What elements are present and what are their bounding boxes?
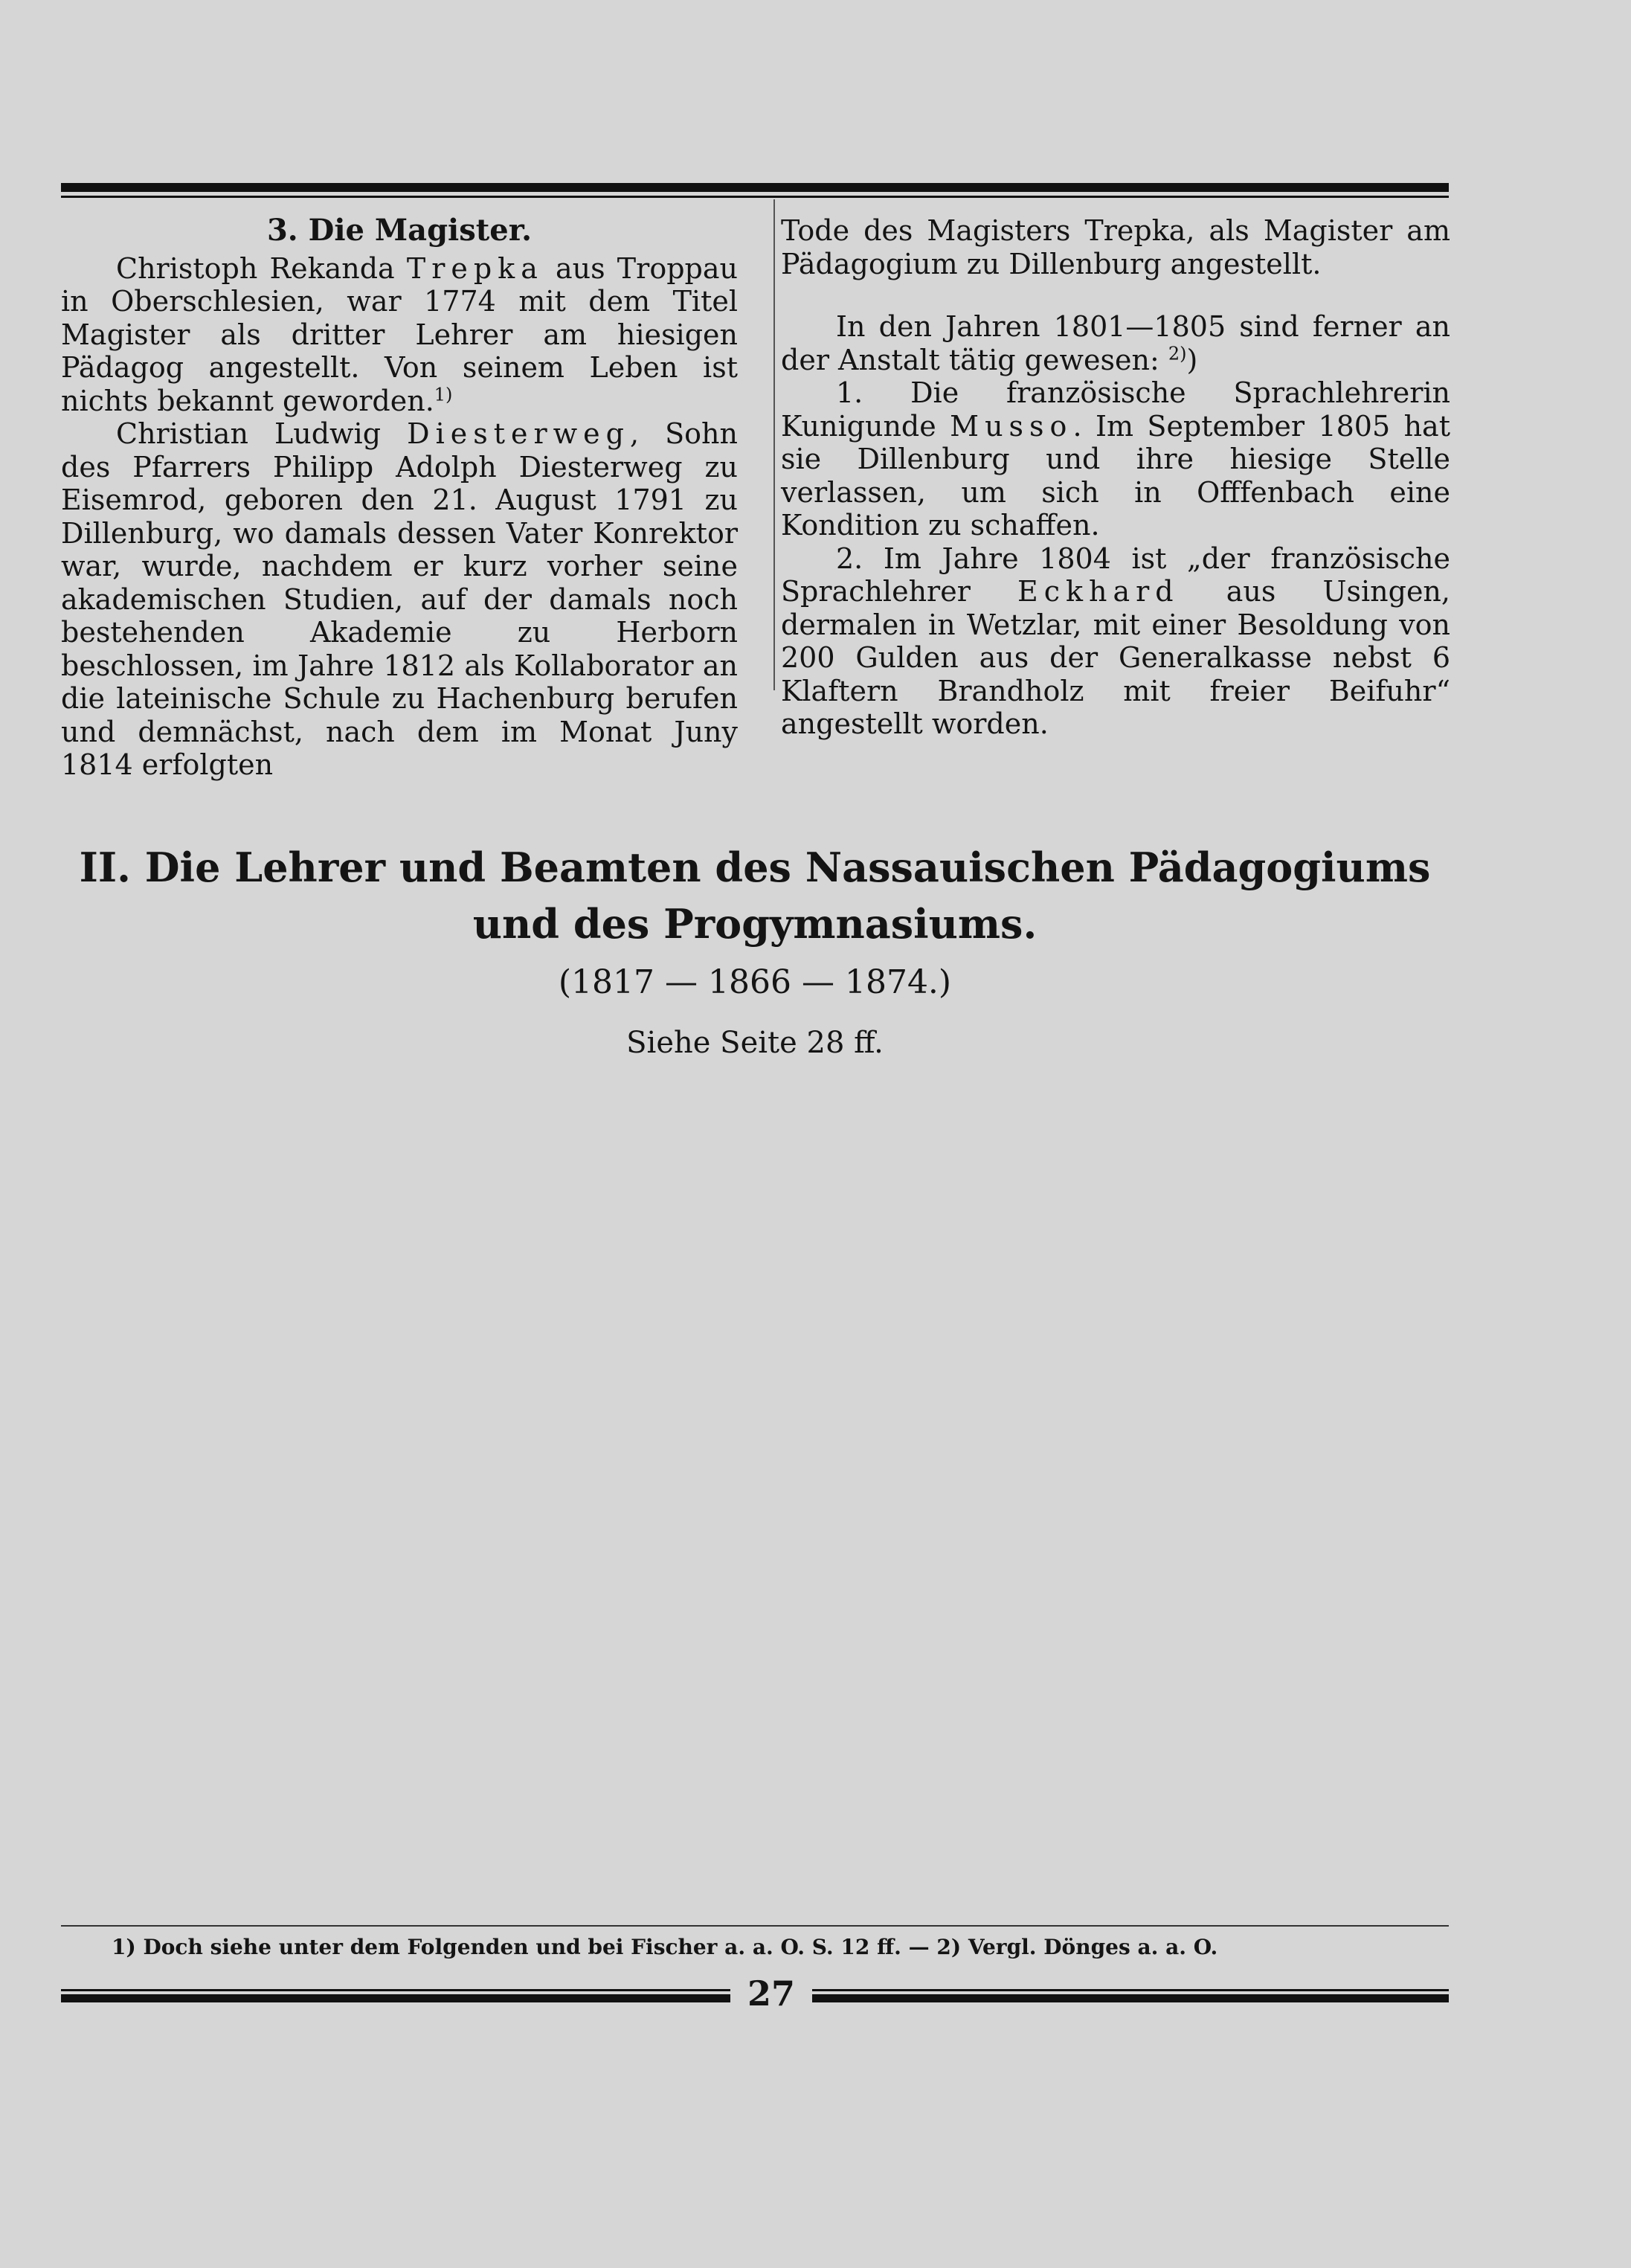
- column-divider: [773, 199, 775, 690]
- bottom-rule-left: [61, 1989, 730, 2004]
- paragraph-trepka: Christoph Rekanda Trepka aus Troppau in Oberschlesien, war 1774 mit dem Titel Magister als dritter Lehrer am hiesigen Pädagog angestellt. Von seinem Leben ist nichts bekannt geworden.$^{1)}$: [61, 251, 738, 417]
- bottom-rule-right: [812, 1989, 1449, 2004]
- right-column: [781, 214, 1450, 741]
- page-number: 27: [747, 1973, 795, 2014]
- footnotes: 1) Doch siehe unter dem Folgenden und bei Fischer a. a. O. S. 12 ff. — 2) Vergl. Dönges a. a. O.: [112, 1935, 1218, 1959]
- paragraph-intro: In den Jahren 1801—1805 sind ferner an der Anstalt tätig gewesen: $^{2)}$): [781, 310, 1450, 376]
- part-title-line2: und des Progymnasiums.: [472, 900, 1038, 948]
- footnote-rule: [61, 1925, 1449, 1927]
- part-years: (1817 — 1866 — 1874.): [558, 963, 952, 1001]
- paragraph-diesterweg: Christian Ludwig Diesterweg, Sohn des Pfarrers Philipp Adolph Diesterweg zu Eisemrod, geboren den 21. August 1791 zu Dillenburg, wo damals dessen Vater Konrektor war, wurde, nachdem er kurz vorher seine akademischen Studien, auf der damals noch bestehenden Akademie zu Herborn beschlossen, im Jahre 1812 als Kollaborator an die lateinische Schule zu Hachenburg berufen und demnächst, nach dem im Monat Juny 1814 erfolgten: [61, 417, 738, 781]
- section-heading: 3. Die Magister.: [266, 213, 533, 248]
- part-title-line1: II. Die Lehrer und Beamten des Nassauischen Pädagogiums: [79, 844, 1431, 891]
- top-double-rule: [61, 183, 1449, 198]
- footnote-ref: 2): [1168, 342, 1187, 364]
- paragraph-continuation: Tode des Magisters Trepka, als Magister am Pädagogium zu Dillenburg angestellt.: [781, 214, 1450, 280]
- part-heading: [61, 839, 1449, 1065]
- footnote-ref: 1): [434, 383, 453, 405]
- left-column: [61, 214, 738, 782]
- list-item-musso: 1. Die französische Sprachlehrerin Kunigunde Musso. Im September 1805 hat sie Dillenburg und ihre hiesige Stelle verlassen, um sich in Offfenbach eine Kondition zu schaffen.: [781, 376, 1450, 542]
- see-also: Siehe Seite 28 ff.: [626, 1026, 884, 1060]
- list-item-eckhard: 2. Im Jahre 1804 ist „der französische Sprachlehrer Eckhard aus Usingen, dermalen in Wetzlar, mit einer Besoldung von 200 Gulden aus der Generalkasse nebst 6 Klaftern Brandholz mit freier Beifuhr“ angestellt worden.: [781, 542, 1450, 740]
